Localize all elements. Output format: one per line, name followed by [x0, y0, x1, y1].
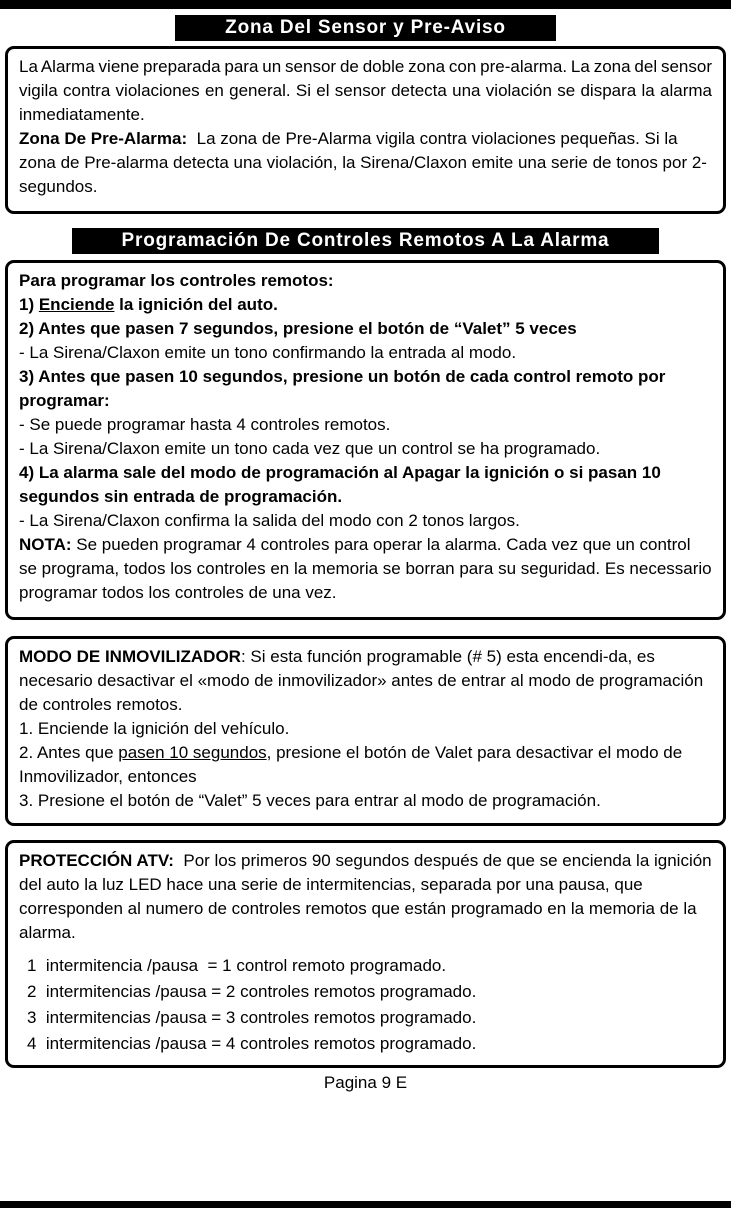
programming-step-3-note-2: - La Sirena/Claxon emite un tono cada vez que un control se ha programado.: [19, 439, 601, 458]
blink-item-4: 4 intermitencias /pausa = 4 controles remotos programado.: [27, 1034, 477, 1053]
immobilizer-step-2-underlined: pasen 10 segundos: [118, 743, 267, 762]
remote-programming-panel: [5, 260, 726, 620]
immobilizer-step-1: 1. Enciende la ignición del vehículo.: [19, 719, 290, 738]
blink-item-3: 3 intermitencias /pausa = 3 controles remotos programado.: [27, 1008, 477, 1027]
programming-step-4-note: - La Sirena/Claxon confirma la salida del modo con 2 tonos largos.: [19, 511, 520, 530]
atv-intro-text: Por los primeros 90 segundos después de que se encienda la ignición del auto la luz LED hace una serie de intermitencias, separada por una pausa, que corresponden al numero de controles remotos que están programado en la memoria de la alarma.: [19, 851, 717, 942]
note-text: Se pueden programar 4 controles para operar la alarma. Cada vez que un control se programa, todos los controles en la memoria se borran para su seguridad. Es necessario programar todos los controles de una vez.: [19, 535, 717, 602]
programming-step-2-note: - La Sirena/Claxon emite un tono confirmando la entrada al modo.: [19, 343, 517, 362]
blink-item-2: 2 intermitencias /pausa = 2 controles remotos programado.: [27, 982, 477, 1001]
bottom-border-bar: [0, 1201, 731, 1208]
atv-intro-paragraph: [19, 849, 717, 945]
top-border-bar: [0, 0, 731, 9]
immobilizer-title-text: : Si esta función programable (# 5) esta encendi-da, es necesario desactivar el «modo de inmovilizador» antes de entrar al modo de programación de controles remotos.: [19, 647, 708, 714]
sensor-zone-header: Zona Del Sensor y Pre-Aviso: [175, 15, 556, 41]
step-1-rest: la ignición del auto.: [114, 295, 278, 314]
atv-blink-list: [19, 953, 712, 1057]
page-footer: Pagina 9 E: [323, 1073, 408, 1092]
sensor-intro-paragraph: La Alarma viene preparada para un sensor de doble zona con pre-alarma. La zona del sensor vigila contra violaciones en general. Si el sensor detecta una violación se dispara la alarma inmediatamente.: [19, 57, 715, 124]
immobilizer-step-3: 3. Presione el botón de “Valet” 5 veces para entrar al modo de programación.: [19, 791, 601, 810]
note-label: NOTA:: [19, 535, 72, 554]
atv-protection-panel: [5, 840, 726, 1068]
programming-step-2: 2) Antes que pasen 7 segundos, presione el botón de “Valet” 5 veces: [19, 319, 577, 338]
programming-step-3: 3) Antes que pasen 10 segundos, presione un botón de cada control remoto por programar:: [19, 367, 671, 410]
step-1-underlined-word: Enciende: [38, 295, 115, 314]
atv-title-label: PROTECCIÓN ATV:: [19, 851, 174, 870]
programming-intro: Para programar los controles remotos:: [19, 271, 334, 290]
blink-item-1: 1 intermitencia /pausa = 1 control remoto programado.: [27, 956, 447, 975]
immobilizer-panel: [5, 636, 726, 826]
immobilizer-step-2-pre: 2. Antes que: [19, 743, 119, 762]
programming-step-4: 4) La alarma sale del modo de programación al Apagar la ignición o si pasan 10 segundos sin entrada de programación.: [19, 463, 666, 506]
immobilizer-step-2: [19, 741, 712, 789]
remote-programming-header: Programación De Controles Remotos A La Alarma: [72, 228, 660, 254]
programming-note-paragraph: [19, 533, 717, 605]
sensor-zone-panel: [5, 46, 726, 214]
programming-step-3-note-1: - Se puede programar hasta 4 controles remotos.: [19, 415, 391, 434]
programming-step-1: [19, 293, 712, 317]
step-1-number: 1): [19, 295, 39, 314]
pre-alarm-paragraph: [19, 127, 712, 199]
pre-alarm-text: La zona de Pre-Alarma vigila contra violaciones pequeñas. Si la zona de Pre-alarma detecta una violación, la Sirena/Claxon emite una serie de tonos por 2-segundos.: [19, 129, 707, 196]
pre-alarm-label: Zona De Pre-Alarma:: [19, 129, 188, 148]
immobilizer-step-2-post: , presione el botón de Valet para desactivar el modo de Inmovilizador, entonces: [19, 743, 687, 786]
immobilizer-title-paragraph: [19, 645, 712, 717]
immobilizer-title-label: MODO DE INMOVILIZADOR: [19, 647, 241, 666]
